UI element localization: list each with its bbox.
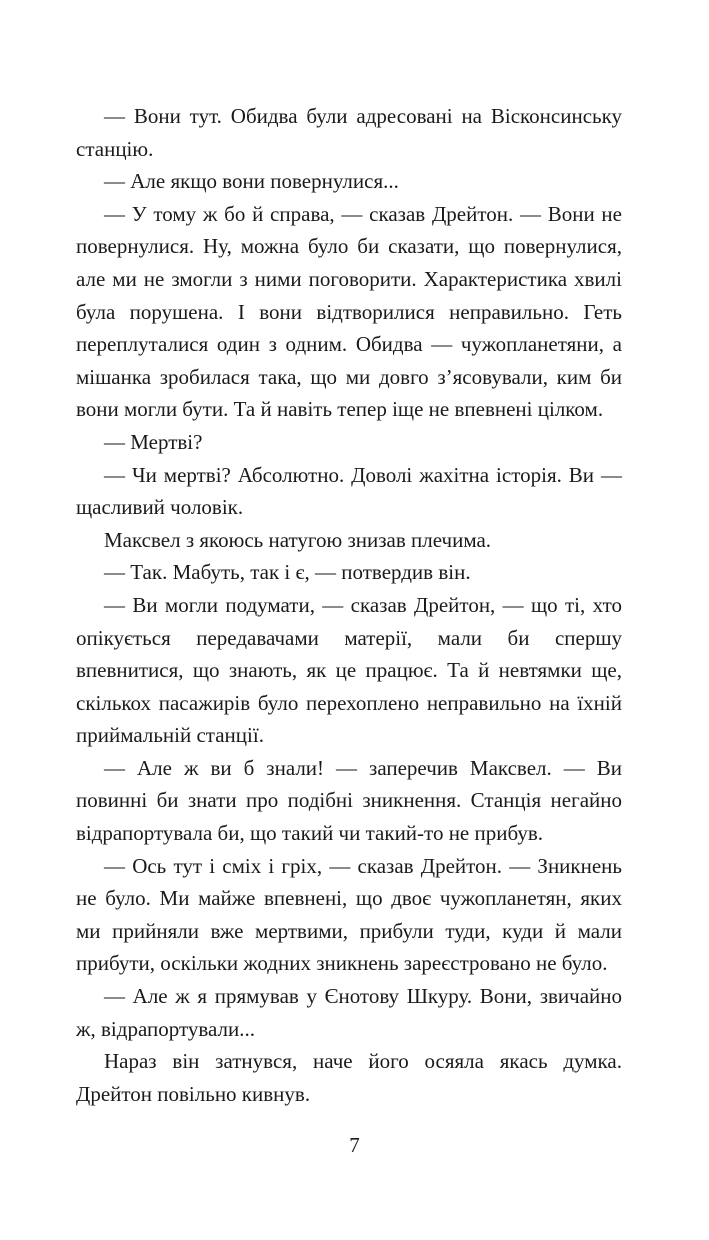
paragraph-9: — Але ж ви б знали! — заперечив Максвел. — Ви повинні би знати про подібні зникнення. Станція негайно відрапортувала би, що такий чи такий-то не прибув. — [76, 755, 622, 846]
paragraph-8: — Ви могли подумати, — сказав Дрейтон, — що ті, хто опікується передавачами матерії, мали би спершу впевнитися, що знають, як це працює. Та й невтямки ще, скількох пасажирів було перехоплено неправильно на їхній приймальній станції. — [76, 592, 622, 748]
paragraph-11: — Але ж я прямував у Єнотову Шкуру. Вони, звичайно ж, відрапортували... — [76, 984, 622, 1041]
paragraph-12: Нараз він затнувся, наче його осяяла якась думка. Дрейтон повільно кивнув. — [76, 1049, 622, 1106]
paragraph-4: — Мертві? — [104, 429, 203, 454]
paragraph-10: — Ось тут і сміх і гріх, — сказав Дрейтон. — Зникнень не було. Ми майже впевнені, що двоє чужопланетян, яких ми прийняли вже мертвими, прибули туди, куди й мали прибути, оскільки жодних зникнень зареєстровано не було. — [76, 853, 622, 976]
paragraph-7: — Так. Мабуть, так і є, — потвердив він. — [104, 560, 471, 585]
paragraph-1: — Вони тут. Обидва були адресовані на Вісконсинську станцію. — [76, 104, 622, 161]
page-number: 7 — [349, 1133, 360, 1157]
paragraph-2: — Але якщо вони повернулися... — [104, 169, 399, 194]
paragraph-3: — У тому ж бо й справа, — сказав Дрейтон. — Вони не повернулися. Ну, можна було би сказати, що повернулися, але ми не змогли з ними поговорити. Характеристика хвилі була порушена. І вони відтворилися неправильно. Геть переплуталися один з одним. Обидва — чужопланетяни, а мішанка зробилася така, що ми довго з’ясовували, ким би вони могли бути. Та й навіть тепер іще не впевнені цілком. — [76, 201, 622, 422]
paragraph-6: Максвел з якоюсь натугою знизав плечима. — [104, 527, 492, 552]
paragraph-5: — Чи мертві? Абсолютно. Доволі жахітна історія. Ви — щасливий чоловік. — [76, 462, 622, 520]
body-text — [76, 100, 622, 1110]
